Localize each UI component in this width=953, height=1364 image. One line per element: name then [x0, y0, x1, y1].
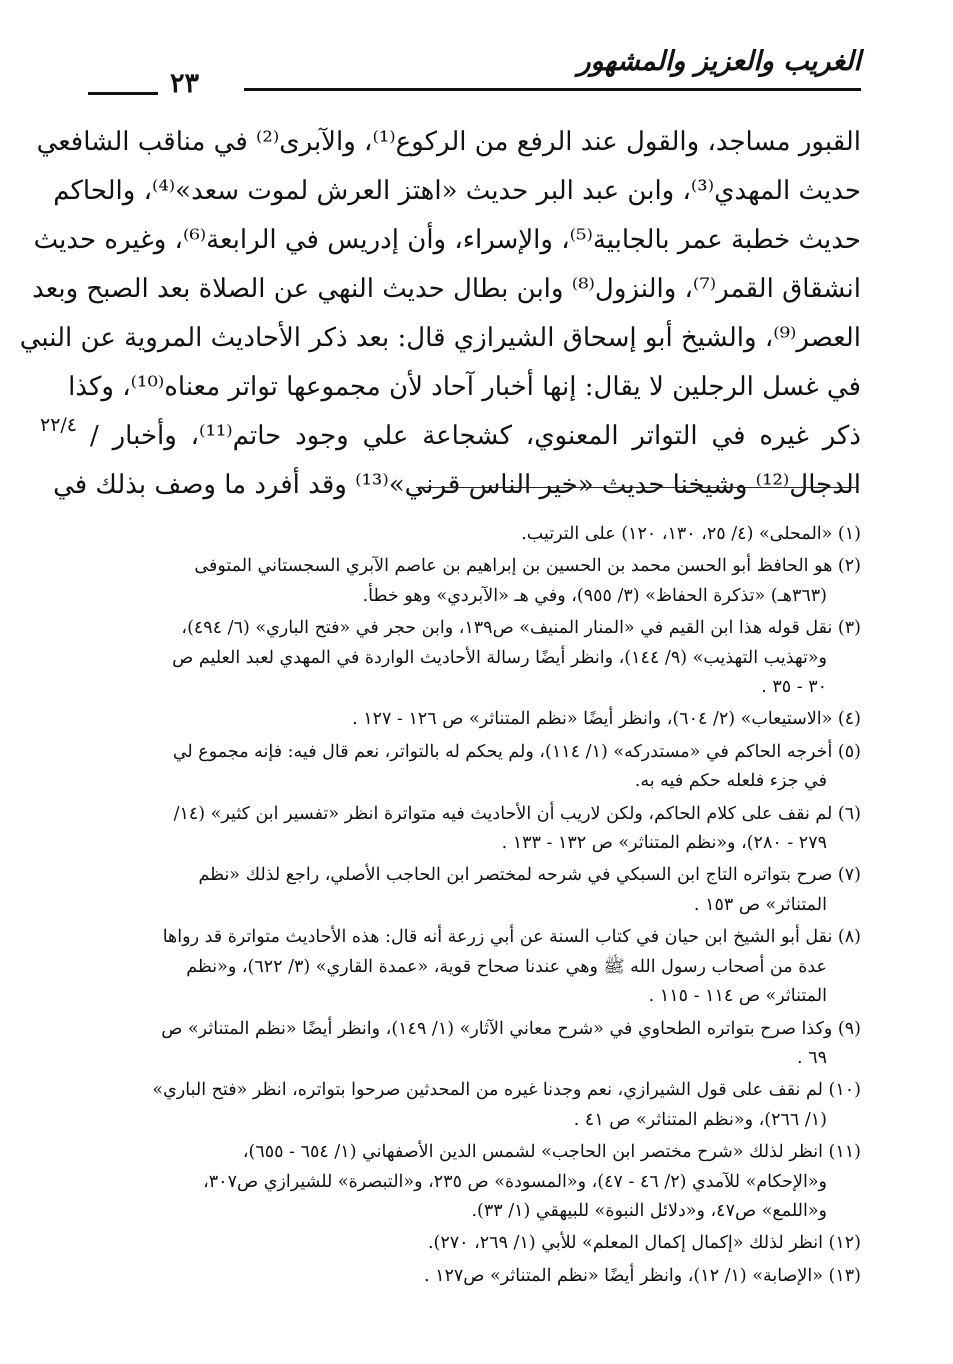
footnote-line: ٦٩ .	[797, 1047, 827, 1068]
text-line: العصر⁽⁹⁾، والشيخ أبو إسحاق الشيرازي قال: بعد ذكر الأحاديث المروية عن النبي	[19, 323, 861, 353]
footnote-line: (١٠) لم نقف على قول الشيرازي، نعم وجدنا غيره من المحدثين صرحوا بتواتره، انظر «فتح الباري»	[152, 1080, 861, 1101]
footnote-1	[86, 520, 861, 549]
text-line: ذكر غيره في التواتر المعنوي، كشجاعة علي وجود حاتم⁽¹¹⁾، وأخبار /	[90, 421, 861, 451]
footnote-line: و«الإحكام» للآمدي (٢/ ٤٦ - ٤٧)، و«المسودة» ص ٢٣٥، و«التبصرة» للشيرازي ص٣٠٧،	[203, 1171, 827, 1192]
running-title: الغريب والعزيز والمشهور	[577, 46, 861, 77]
footnote-6	[86, 800, 861, 859]
footnote-3	[86, 614, 861, 702]
text-line: في غسل الرجلين لا يقال: إنها أخبار آحاد لأن مجموعها تواتر معناه⁽¹⁰⁾، وكذا	[68, 372, 861, 402]
footnote-line: ٢٧٩ - ٢٨٠)، و«نظم المتناثر» ص ١٣٢ - ١٣٣ .	[501, 833, 827, 854]
footnote-line: (٨) نقل أبو الشيخ ابن حيان في كتاب السنة عن أبي زرعة أنه قال: هذه الأحاديث متواترة قد رواها	[162, 927, 861, 948]
header-rule	[244, 88, 861, 91]
text-line: القبور مساجد، والقول عند الرفع من الركوع⁽¹⁾، والآبرى⁽²⁾ في مناقب الشافعي	[36, 127, 861, 157]
text-line: انشقاق القمر⁽⁷⁾، والنزول⁽⁸⁾ وابن بطال حديث النهي عن الصلاة بعد الصبح وبعد	[32, 274, 861, 304]
footnotes	[86, 520, 861, 1294]
text-line: حديث المهدي⁽³⁾، وابن عبد البر حديث «اهتز العرش لموت سعد»⁽⁴⁾، والحاكم	[53, 176, 861, 206]
footnote-line: (١) «المحلى» (٤/ ٢٥، ١٣٠، ١٢٠) على الترتيب.	[521, 524, 861, 544]
footnote-line: عدة من أصحاب رسول الله ﷺ وهي عندنا صحاح قوية، «عمدة القاري» (٣/ ٦٢٢)، و«نظم	[186, 956, 827, 977]
footnote-line: (٧) صرح بتواتره التاج ابن السبكي في شرحه لمختصر ابن الحاجب الأصلي، راجع لذلك «نظم	[198, 865, 861, 886]
footnote-line: (٦) لم نقف على كلام الحاكم، ولكن لاريب أن الأحاديث فيه متواترة انظر «تفسير ابن كثير» (١٤/	[173, 803, 861, 824]
footnote-line: ٣٠ - ٣٥ .	[761, 677, 827, 698]
manuscript-folio-reference: ٢٢/٤	[40, 414, 78, 436]
footnote-line: (٤) «الاستيعاب» (٢/ ٦٠٤)، وانظر أيضًا «نظم المتناثر» ص ١٢٦ - ١٢٧ .	[352, 709, 861, 730]
footnote-line: المتناثر» ص ١١٤ - ١١٥ .	[648, 986, 827, 1007]
text-line: حديث خطبة عمر بالجابية⁽⁵⁾، والإسراء، وأن إدريس في الرابعة⁽⁶⁾، وغيره حديث	[33, 225, 861, 255]
footnote-line: (١٣) «الإصابة» (١/ ١٢)، وانظر أيضًا «نظم المتناثر» ص١٢٧ .	[423, 1265, 861, 1286]
footnote-2	[86, 552, 861, 611]
footnote-line: و«اللمع» ص٤٧، و«دلائل النبوة» للبيهقي (١/ ٣٣).	[471, 1200, 827, 1221]
footnote-line: (٣) نقل قوله هذا ابن القيم في «المنار المنيف» ص١٣٩، وابن حجر في «فتح الباري» (٦/ ٤٩٤)،	[181, 618, 861, 639]
header-rule-short	[88, 92, 158, 95]
footnote-13	[86, 1262, 861, 1291]
footnote-line: (٣٦٣هـ) «تذكرة الحفاظ» (٣/ ٩٥٥)، وفي هـ «الآبردي» وهو خطأ.	[362, 585, 827, 606]
footnote-12	[86, 1229, 861, 1258]
footnote-10	[86, 1076, 861, 1135]
page-number: ٢٣	[170, 68, 200, 99]
footnote-9	[86, 1015, 861, 1074]
footnote-line: (٥) أخرجه الحاكم في «مستدركه» (١/ ١١٤)، ولم يحكم له بالتواتر، نعم قال فيه: فإنه مجموع لي	[172, 741, 861, 762]
footnote-4	[86, 705, 861, 734]
footnote-5	[86, 738, 861, 797]
underline-mark	[416, 487, 856, 488]
footnote-line: (١/ ٢٦٦)، و«نظم المتناثر» ص ٤١ .	[573, 1109, 827, 1130]
footnote-11	[86, 1138, 861, 1226]
footnote-line: (٩) وكذا صرح بتواتره الطحاوي في «شرح معاني الآثار» (١/ ١٤٩)، وانظر أيضًا «نظم المتناثر» ص	[161, 1018, 861, 1039]
footnote-line: في جزء فلعله حكم فيه به.	[634, 771, 827, 792]
footnote-8	[86, 923, 861, 1011]
footnote-line: (٢) هو الحافظ أبو الحسن محمد بن الحسين بن إبراهيم بن عاصم الآبري السجستاني المتوفى	[194, 556, 861, 577]
footnote-line: المتناثر» ص ١٥٣ .	[693, 894, 827, 915]
footnote-line: و«تهذيب التهذيب» (٩/ ١٤٤)، وانظر أيضًا رسالة الأحاديث الواردة في المهدي لعبد العليم ص	[172, 647, 827, 668]
footnote-line: (١٢) انظر لذلك «إكمال إكمال المعلم» للأبي (١/ ٢٦٩، ٢٧٠).	[427, 1233, 861, 1254]
text-line: الدجال⁽¹²⁾ وشيخنا حديث «خير الناس قرني»⁽¹³⁾ وقد أفرد ما وصف بذلك في	[53, 470, 861, 500]
footnote-7	[86, 861, 861, 920]
footnote-line: (١١) انظر لذلك «شرح مختصر ابن الحاجب» لشمس الدين الأصفهاني (١/ ٦٥٤ - ٦٥٥)،	[242, 1142, 861, 1163]
